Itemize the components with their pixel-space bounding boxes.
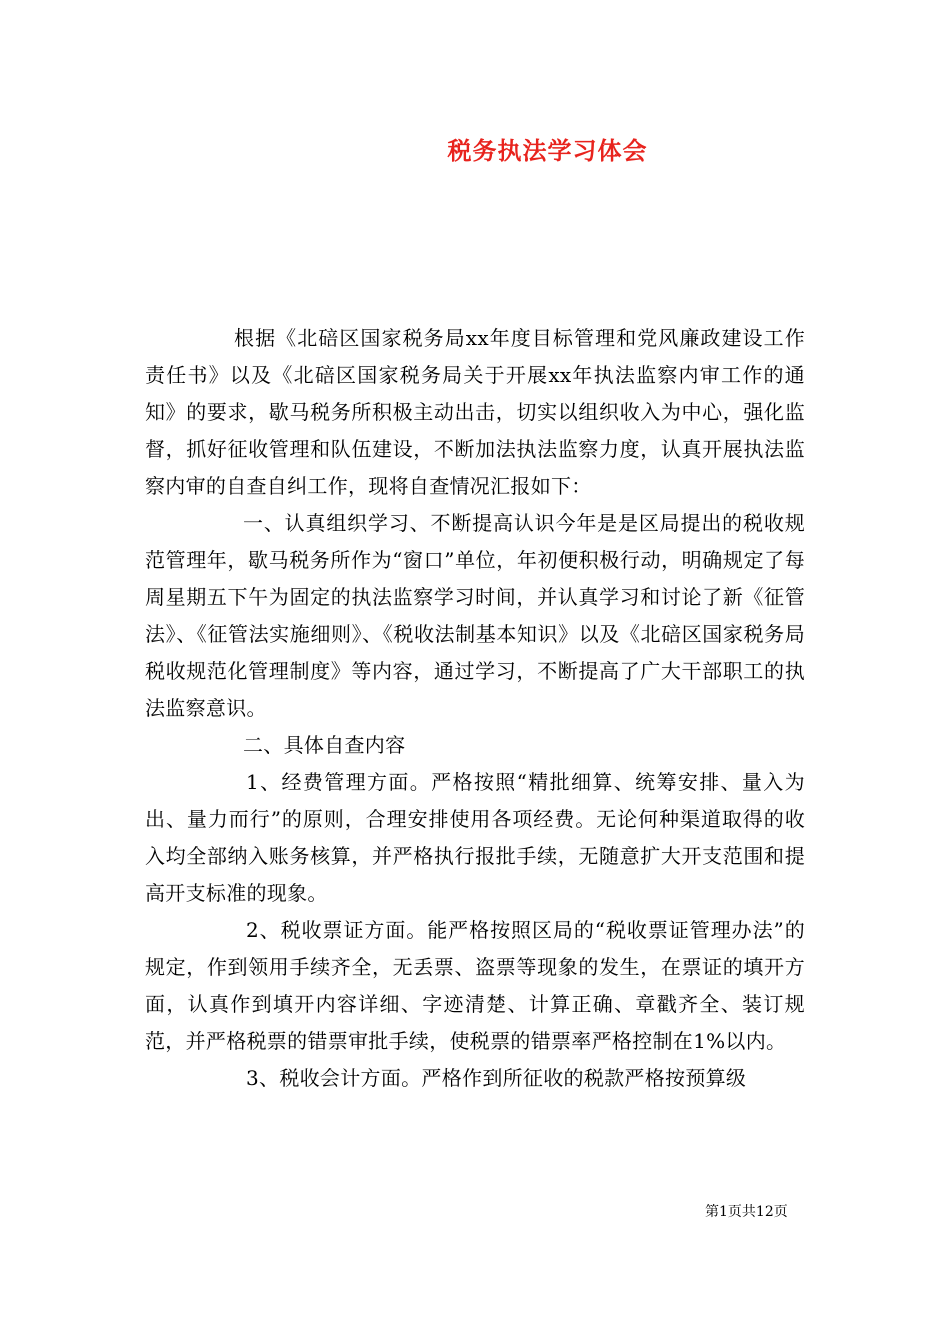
document-title: 税务执法学习体会	[447, 136, 648, 165]
paragraph-intro: 根据《北碚区国家税务局xx年度目标管理和党风廉政建设工作责任书》以及《北碚区国家税务局关于开展xx年执法监察内审工作的通知》的要求，歇马税务所积极主动出击，切实以组织收入为中心，强化监督，抓好征收管理和队伍建设，不断加法执法监察力度，认真开展执法监察内审的自查自纠工作，现将自查情况汇报如下：	[145, 326, 805, 498]
paragraph-item-3: 3、税收会计方面。严格作到所征收的税款严格按预算级	[246, 1066, 747, 1090]
paragraph-section-1: 一、认真组织学习、不断提高认识今年是是区局提出的税收规范管理年，歇马税务所作为“窗口”单位，年初便积极行动，明确规定了每周星期五下午为固定的执法监察学习时间，并认真学习和讨论了新《征管法》、《征管法实施细则》、《税收法制基本知识》以及《北碚区国家税务局税收规范化管理制度》等内容，通过学习，不断提高了广大干部职工的执法监察意识。	[145, 511, 805, 720]
page-number: 第1页共12页	[705, 1204, 788, 1220]
paragraph-item-2: 2、税收票证方面。能严格按照区局的“税收票证管理办法”的规定，作到领用手续齐全，无丢票、盗票等现象的发生，在票证的填开方面，认真作到填开内容详细、字迹清楚、计算正确、章戳齐全、装订规范，并严格税票的错票审批手续，使税票的错票率严格控制在1%以内。	[145, 918, 805, 1053]
section-heading-2: 二、具体自查内容	[243, 733, 406, 757]
document-body	[145, 320, 805, 1097]
paragraph-item-1: 1、经费管理方面。严格按照“精批细算、统筹安排、量入为出、量力而行”的原则，合理安排使用各项经费。无论何种渠道取得的收入均全部纳入账务核算，并严格执行报批手续，无随意扩大开支范围和提高开支标准的现象。	[145, 770, 805, 905]
